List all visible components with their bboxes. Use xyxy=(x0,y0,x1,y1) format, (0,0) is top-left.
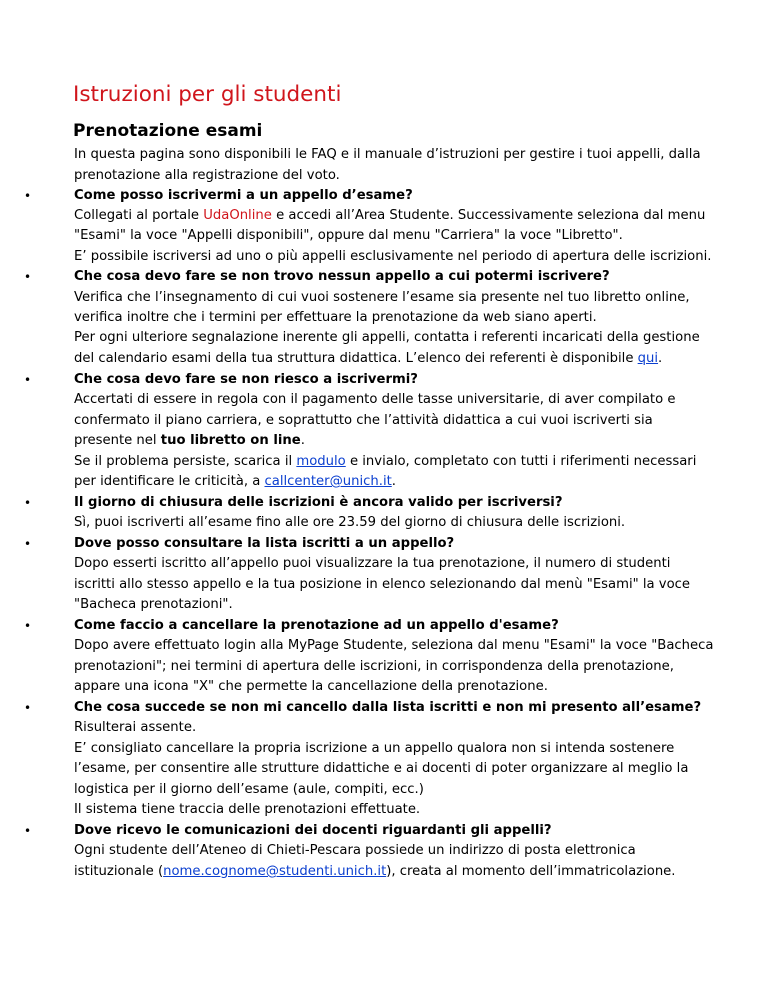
faq-answer-line: E’ consigliato cancellare la propria iscrizione a un appello qualora non si intenda sostenere xyxy=(74,741,675,756)
student-email-link[interactable]: nome.cognome@studenti.unich.it xyxy=(163,864,387,879)
faq-answer-line: Dopo avere effettuato login alla MyPage Studente, seleziona dal menu "Esami" la voce "Bacheca xyxy=(74,638,714,653)
bullet-icon: • xyxy=(24,373,32,387)
faq-answer-line: iscritti allo stesso appello e la tua posizione in elenco selezionando dal menù "Esami" la voce xyxy=(74,577,691,592)
faq-question: Come posso iscrivermi a un appello d’esame? xyxy=(74,188,413,203)
bullet-icon: • xyxy=(24,496,32,510)
faq-answer-line: confermato il piano carriera, e soprattutto che l’attività didattica a cui vuoi iscriverti sia xyxy=(74,413,653,428)
faq-answer-line: "Esami" la voce "Appelli disponibili", oppure dal menu "Carriera" la voce "Libretto". xyxy=(74,228,623,243)
faq-question: Come faccio a cancellare la prenotazione ad un appello d'esame? xyxy=(74,618,559,633)
bullet-icon: • xyxy=(24,537,32,551)
faq-answer-line: Per ogni ulteriore segnalazione inerente gli appelli, contatta i referenti incaricati della gestione xyxy=(74,330,700,345)
faq-answer-line: Ogni studente dell’Ateneo di Chieti-Pescara possiede un indirizzo di posta elettronica xyxy=(74,843,636,858)
faq-answer-line: Collegati al portale UdaOnline e accedi all’Area Studente. Successivamente seleziona dal menu xyxy=(74,208,706,223)
faq-answer-line: prenotazioni"; nei termini di apertura delle iscrizioni, in corrispondenza della prenotazione, xyxy=(74,659,674,674)
callcenter-email-link[interactable]: callcenter@unich.it xyxy=(264,474,392,489)
faq-answer-line: verifica inoltre che i termini per effettuare la prenotazione da web siano aperti. xyxy=(74,310,597,325)
intro-line: In questa pagina sono disponibili le FAQ e il manuale d’istruzioni per gestire i tuoi appelli, dalla xyxy=(74,147,701,162)
bullet-icon: • xyxy=(24,270,32,284)
bullet-icon: • xyxy=(24,701,32,715)
faq-question: Che cosa devo fare se non riesco a iscrivermi? xyxy=(74,372,418,387)
faq-answer-line: Sì, puoi iscriverti all’esame fino alle ore 23.59 del giorno di chiusura delle iscrizioni. xyxy=(74,515,626,530)
page-title: Istruzioni per gli studenti xyxy=(73,82,342,107)
faq-answer-line: Dopo esserti iscritto all’appello puoi visualizzare la tua prenotazione, il numero di studenti xyxy=(74,556,671,571)
faq-answer-line: presente nel tuo libretto on line. xyxy=(74,433,305,448)
faq-answer-line: Verifica che l’insegnamento di cui vuoi sostenere l’esame sia presente nel tuo libretto online, xyxy=(74,290,690,305)
faq-answer-line: per identificare le criticità, a callcenter@unich.it. xyxy=(74,474,396,489)
faq-question: Dove posso consultare la lista iscritti a un appello? xyxy=(74,536,455,551)
modulo-link[interactable]: modulo xyxy=(296,454,346,469)
intro-line: prenotazione alla registrazione del voto. xyxy=(74,168,340,183)
faq-answer-line: Risulterai assente. xyxy=(74,720,197,735)
section-heading: Prenotazione esami xyxy=(73,121,263,141)
faq-answer-line: Il sistema tiene traccia delle prenotazioni effettuate. xyxy=(74,802,421,817)
faq-answer-line: E’ possibile iscriversi ad uno o più appelli esclusivamente nel periodo di apertura delle iscrizioni. xyxy=(74,249,712,264)
faq-answer-line: istituzionale (nome.cognome@studenti.unich.it), creata al momento dell’immatricolazione. xyxy=(74,864,676,879)
udaonline-link[interactable]: UdaOnline xyxy=(203,208,272,223)
faq-question: Che cosa devo fare se non trovo nessun appello a cui potermi iscrivere? xyxy=(74,269,610,284)
bullet-icon: • xyxy=(24,824,32,838)
faq-answer-line: l’esame, per consentire alle strutture didattiche e ai docenti di poter organizzare al meglio la xyxy=(74,761,689,776)
bullet-icon: • xyxy=(24,619,32,633)
faq-answer-line: logistica per il giorno dell’esame (aule, compiti, ecc.) xyxy=(74,782,424,797)
faq-answer-line: del calendario esami della tua struttura didattica. L’elenco dei referenti è disponibile qui. xyxy=(74,351,663,366)
referenti-link[interactable]: qui xyxy=(637,351,659,366)
faq-answer-line: "Bacheca prenotazioni". xyxy=(74,597,233,612)
faq-answer-line: Accertati di essere in regola con il pagamento delle tasse universitarie, di aver compilato e xyxy=(74,392,676,407)
faq-question: Che cosa succede se non mi cancello dalla lista iscritti e non mi presento all’esame? xyxy=(74,700,702,715)
faq-answer-line: Se il problema persiste, scarica il modulo e invialo, completato con tutti i riferimenti necessari xyxy=(74,454,697,469)
faq-question: Dove ricevo le comunicazioni dei docenti riguardanti gli appelli? xyxy=(74,823,552,838)
bullet-icon: • xyxy=(24,189,32,203)
faq-answer-line: appare una icona "X" che permette la cancellazione della prenotazione. xyxy=(74,679,548,694)
faq-question: Il giorno di chiusura delle iscrizioni è ancora valido per iscriversi? xyxy=(74,495,563,510)
